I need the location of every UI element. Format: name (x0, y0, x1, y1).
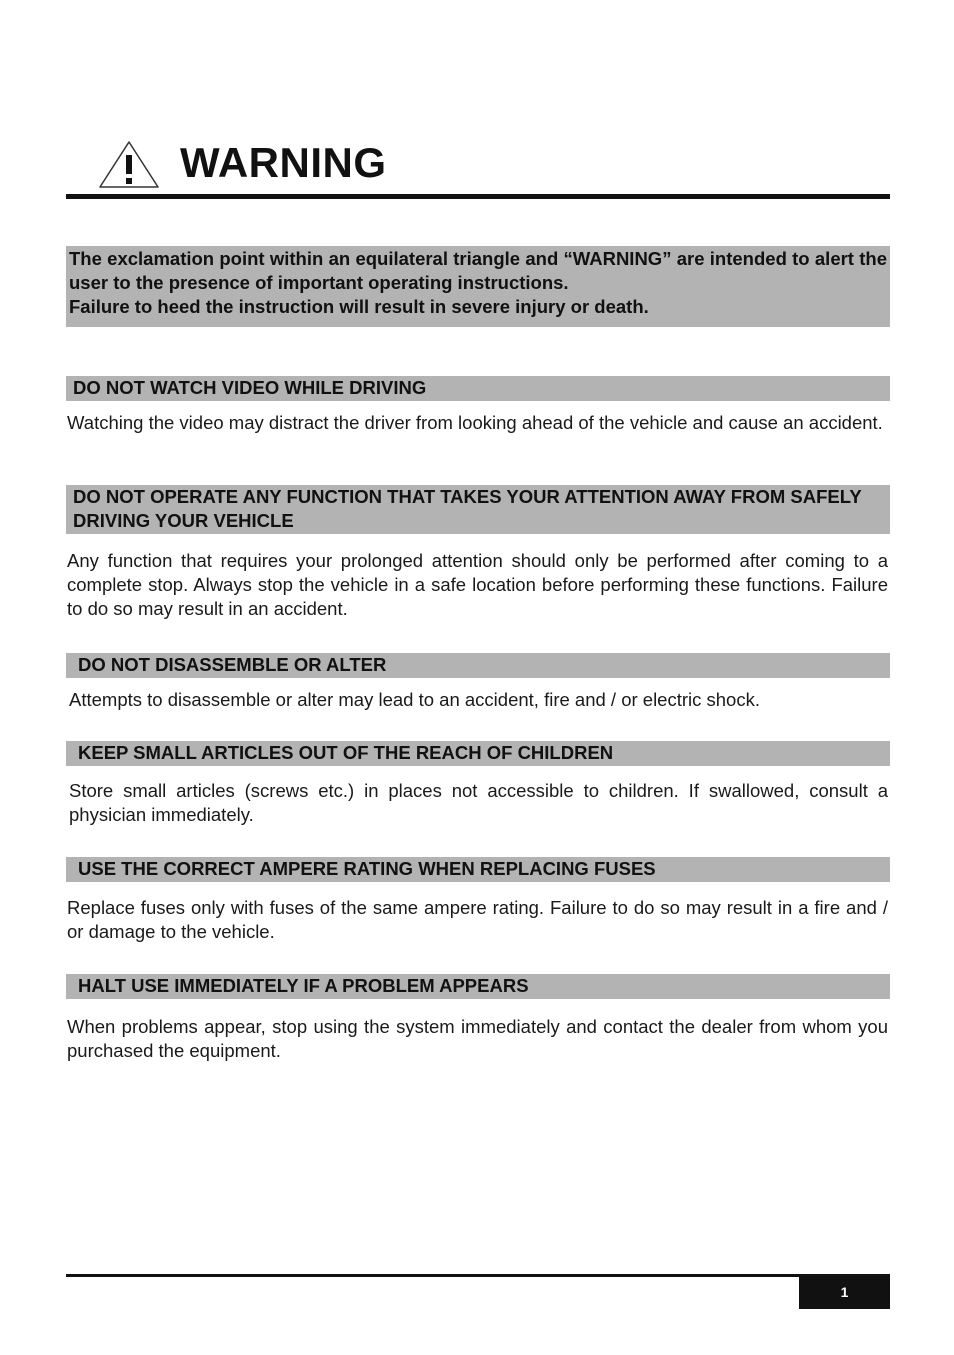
page-number: 1 (799, 1276, 890, 1309)
section-title-children: KEEP SMALL ARTICLES OUT OF THE REACH OF CHILDREN (66, 741, 890, 766)
section-body-video: Watching the video may distract the driver from looking ahead of the vehicle and cause an accident. (67, 412, 883, 433)
section-body-children: Store small articles (screws etc.) in places not accessible to children. If swallowed, consult a physician immediately. (69, 780, 888, 825)
section-title-fuses: USE THE CORRECT AMPERE RATING WHEN REPLACING FUSES (66, 857, 890, 882)
section-body-fuses: Replace fuses only with fuses of the same ampere rating. Failure to do so may result in a fire and / or damage to the vehicle. (67, 897, 888, 942)
page-header (66, 134, 890, 199)
page-title: WARNING (180, 139, 387, 186)
section-body-halt: When problems appear, stop using the system immediately and contact the dealer from whom you purchased the equipment. (67, 1016, 888, 1061)
section-title-video: DO NOT WATCH VIDEO WHILE DRIVING (66, 376, 890, 401)
warning-triangle-icon (98, 139, 160, 189)
section-body-disassemble: Attempts to disassemble or alter may lead to an accident, fire and / or electric shock. (69, 689, 760, 710)
intro-notice (66, 246, 890, 327)
intro-line-1: The exclamation point within an equilateral triangle and “WARNING” are intended to alert the user to the presence of important operating instructions. (69, 248, 887, 293)
footer-divider (66, 1274, 890, 1277)
section-title-disassemble: DO NOT DISASSEMBLE OR ALTER (66, 653, 890, 678)
section-title-attention: DO NOT OPERATE ANY FUNCTION THAT TAKES YOUR ATTENTION AWAY FROM SAFELY DRIVING YOUR VEHICLE (66, 485, 890, 534)
intro-line-2: Failure to heed the instruction will result in severe injury or death. (69, 296, 649, 317)
section-title-halt: HALT USE IMMEDIATELY IF A PROBLEM APPEARS (66, 974, 890, 999)
section-body-attention: Any function that requires your prolonged attention should only be performed after coming to a complete stop. Always stop the vehicle in a safe location before performing these functions. Failure to do so may result in an accident. (67, 550, 888, 619)
